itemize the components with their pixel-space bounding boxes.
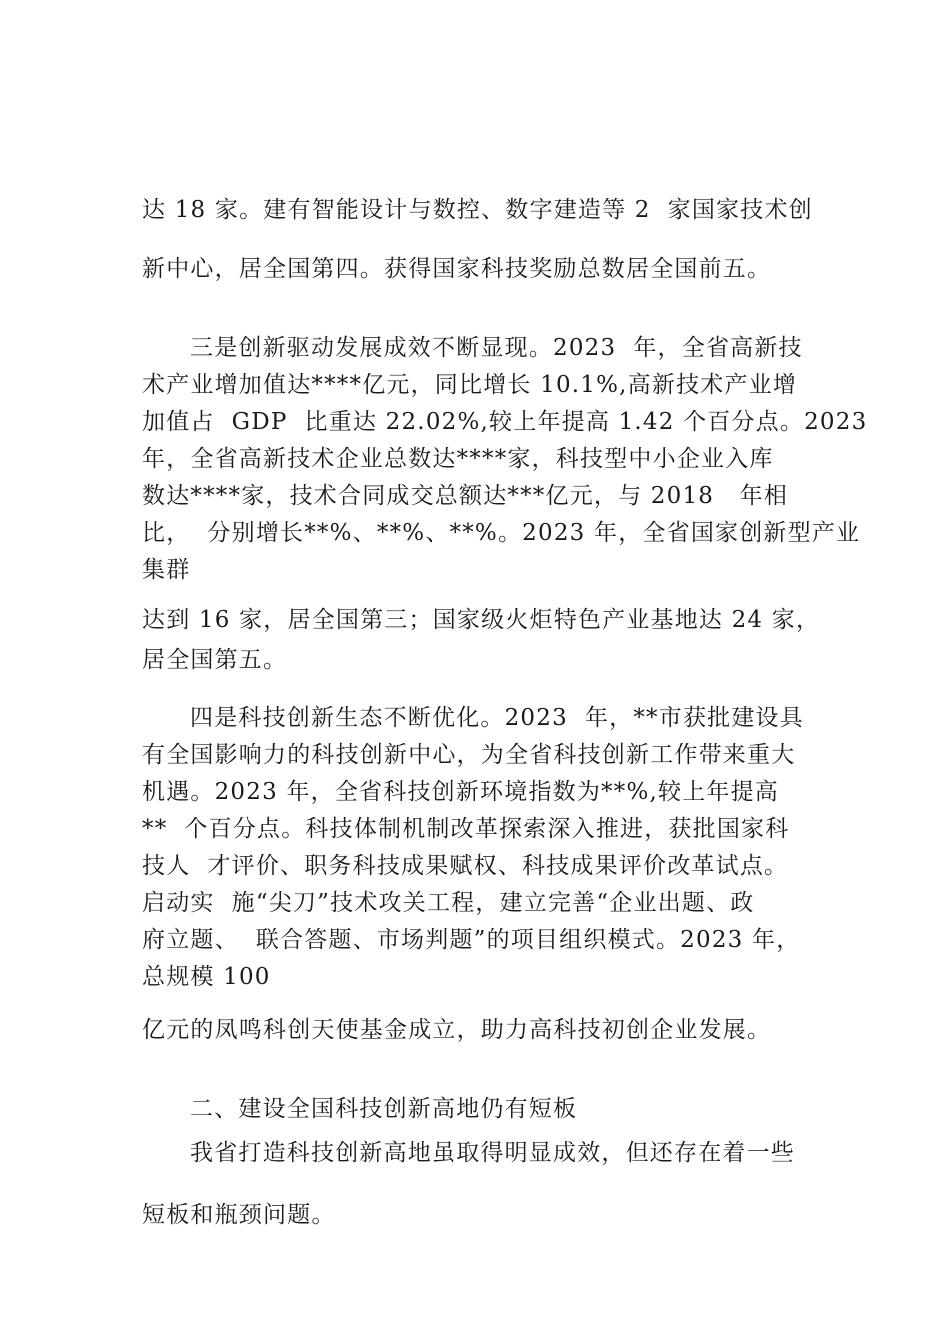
text-line: 集群 (142, 557, 191, 583)
section-heading: 二、建设全国科技创新高地仍有短板 (190, 1096, 578, 1122)
paragraph-first-line: 四是科技创新生态不断优化。2023 年，**市获批建设具 (190, 705, 804, 731)
text-line: 启动实 施“尖刀”技术攻关工程，建立完善“企业出题、政 (142, 890, 755, 916)
text-line: 总规模 100 (142, 964, 271, 990)
text-line: 比， 分别增长**%、**%、**%。2023 年，全省国家创新型产业 (142, 520, 861, 546)
text-line: 居全国第五。 (142, 647, 288, 673)
text-line: 数达****家，技术合同成交总额达***亿元，与 2018 年相 (142, 483, 789, 509)
text-line: 机遇。2023 年，全省科技创新环境指数为**%,较上年提高 (142, 779, 780, 805)
text-line: 新中心，居全国第四。获得国家科技奖励总数居全国前五。 (142, 256, 772, 282)
text-line: 技人 才评价、职务科技成果赋权、科技成果评价改革试点。 (142, 853, 789, 879)
text-line: 有全国影响力的科技创新中心，为全省科技创新工作带来重大 (142, 742, 796, 768)
text-line: 亿元的凤鸣科创天使基金成立，助力高科技初创企业发展。 (142, 1017, 772, 1043)
text-line: 术产业增加值达****亿元，同比增长 10.1%,高新技术产业增 (142, 372, 798, 398)
text-line: 短板和瓶颈问题。 (142, 1202, 336, 1228)
text-line: 年，全省高新技术企业总数达****家，科技型中小企业入库 (142, 446, 774, 472)
text-line: 达到 16 家，居全国第三；国家级火炬特色产业基地达 24 家， (142, 607, 821, 633)
text-line: 府立题、 联合答题、市场判题”的项目组织模式。2023 年， (142, 927, 801, 953)
text-line: ** 个百分点。科技体制机制改革探索深入推进，获批国家科 (142, 816, 790, 842)
paragraph-first-line: 我省打造科技创新高地虽取得明显成效，但还存在着一些 (190, 1140, 795, 1166)
text-line: 加值占 GDP 比重达 22.02%,较上年提高 1.42 个百分点。2023 (142, 409, 868, 435)
text-line: 达 18 家。建有智能设计与数控、数字建造等 2 家国家技术创 (142, 197, 813, 223)
paragraph-first-line: 三是创新驱动发展成效不断显现。2023 年，全省高新技 (190, 335, 803, 361)
